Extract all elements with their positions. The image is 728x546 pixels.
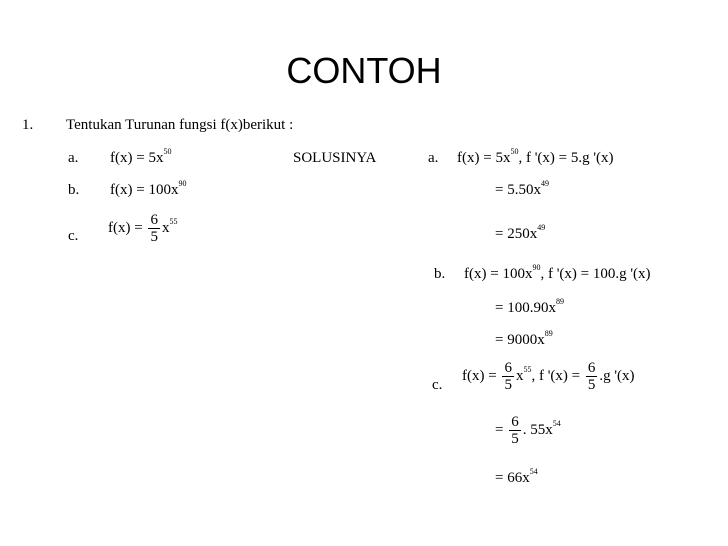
solution-b-label: b. [434, 266, 446, 282]
solution-a-line1 [457, 147, 614, 167]
solution-b-line1 [464, 263, 651, 283]
item-a-exponent: 50 [163, 147, 172, 156]
solution-c-line3 [495, 467, 538, 487]
solution-b-line2 [495, 297, 564, 317]
solution-a-line1-pre: f(x) = 5x [457, 150, 511, 166]
solution-b-line1-pre: f(x) = 100x [464, 266, 533, 282]
item-c-denominator: 5 [150, 229, 158, 245]
item-a-label: a. [68, 150, 79, 166]
solution-a-line2 [495, 179, 549, 199]
item-b-function [110, 179, 187, 199]
problem-number: 1. [22, 117, 34, 133]
item-b-exponent: 90 [178, 179, 187, 188]
solution-c-line2-pre: = [495, 421, 504, 438]
item-c-numerator: 6 [150, 212, 158, 228]
solution-b-line1-exp: 90 [532, 263, 541, 272]
solution-a-line1-post: , f '(x) = 5.g '(x) [518, 150, 614, 166]
item-a-function [110, 147, 172, 167]
solution-c-fraction-2-num: 6 [587, 360, 596, 376]
item-c-exponent: 55 [169, 216, 178, 226]
item-c-fraction [148, 212, 160, 245]
item-c-label: c. [68, 228, 79, 244]
solution-a-label: a. [428, 150, 439, 166]
solution-b-line2-exp: 89 [555, 297, 564, 306]
solution-c-line1-var: x [515, 367, 524, 384]
solution-c-line1-exp: 55 [523, 364, 532, 374]
solution-b-line3 [495, 329, 553, 349]
item-c-function [108, 212, 177, 245]
solution-a-line2-exp: 49 [540, 179, 549, 188]
solution-a-line3-text: = 250x [495, 226, 538, 242]
solution-c-line3-exp: 54 [529, 467, 538, 476]
solution-c-line1 [462, 360, 635, 393]
item-c-lhs: f(x) = [108, 219, 143, 236]
item-b-label: b. [68, 182, 80, 198]
solution-c-fraction-3-num: 6 [511, 414, 519, 430]
solution-c-line1-mid: , f '(x) = [531, 367, 581, 384]
solution-c-fraction-3-den: 5 [511, 431, 519, 447]
solution-b-line3-exp: 89 [544, 329, 553, 338]
solution-c-line2 [495, 414, 561, 447]
solution-a-line1-exp: 50 [510, 147, 519, 156]
problem-statement: Tentukan Turunan fungsi f(x)berikut : [66, 117, 294, 133]
solution-c-fraction-1-den: 5 [504, 377, 512, 393]
solution-a-line2-text: = 5.50x [495, 182, 541, 198]
solution-label: SOLUSINYA [293, 150, 377, 166]
solution-c-line2-post: . 55x [522, 421, 553, 438]
item-b-lhs: f(x) = 100x [110, 182, 179, 198]
solution-c-line2-exp: 54 [552, 418, 561, 428]
solution-c-fraction-2 [586, 360, 598, 393]
item-a-lhs: f(x) = 5x [110, 150, 164, 166]
solution-c-fraction-2-den: 5 [587, 377, 596, 393]
page-title: CONTOH [286, 50, 442, 91]
solution-a-line3 [495, 223, 546, 243]
solution-c-fraction-3 [509, 414, 521, 447]
solution-a-line3-exp: 49 [537, 223, 546, 232]
item-c-var: x [161, 219, 170, 236]
solution-b-line3-text: = 9000x [495, 332, 545, 348]
solution-b-line2-text: = 100.90x [495, 300, 556, 316]
solution-c-fraction-1-num: 6 [504, 360, 512, 376]
solution-c-line1-pre: f(x) = [462, 367, 497, 384]
solution-c-line3-text: = 66x [495, 470, 530, 486]
solution-c-line1-post: .g '(x) [599, 367, 635, 384]
solution-c-label: c. [432, 377, 443, 393]
solution-b-line1-post: , f '(x) = 100.g '(x) [540, 266, 651, 282]
solution-c-fraction-1 [502, 360, 514, 393]
